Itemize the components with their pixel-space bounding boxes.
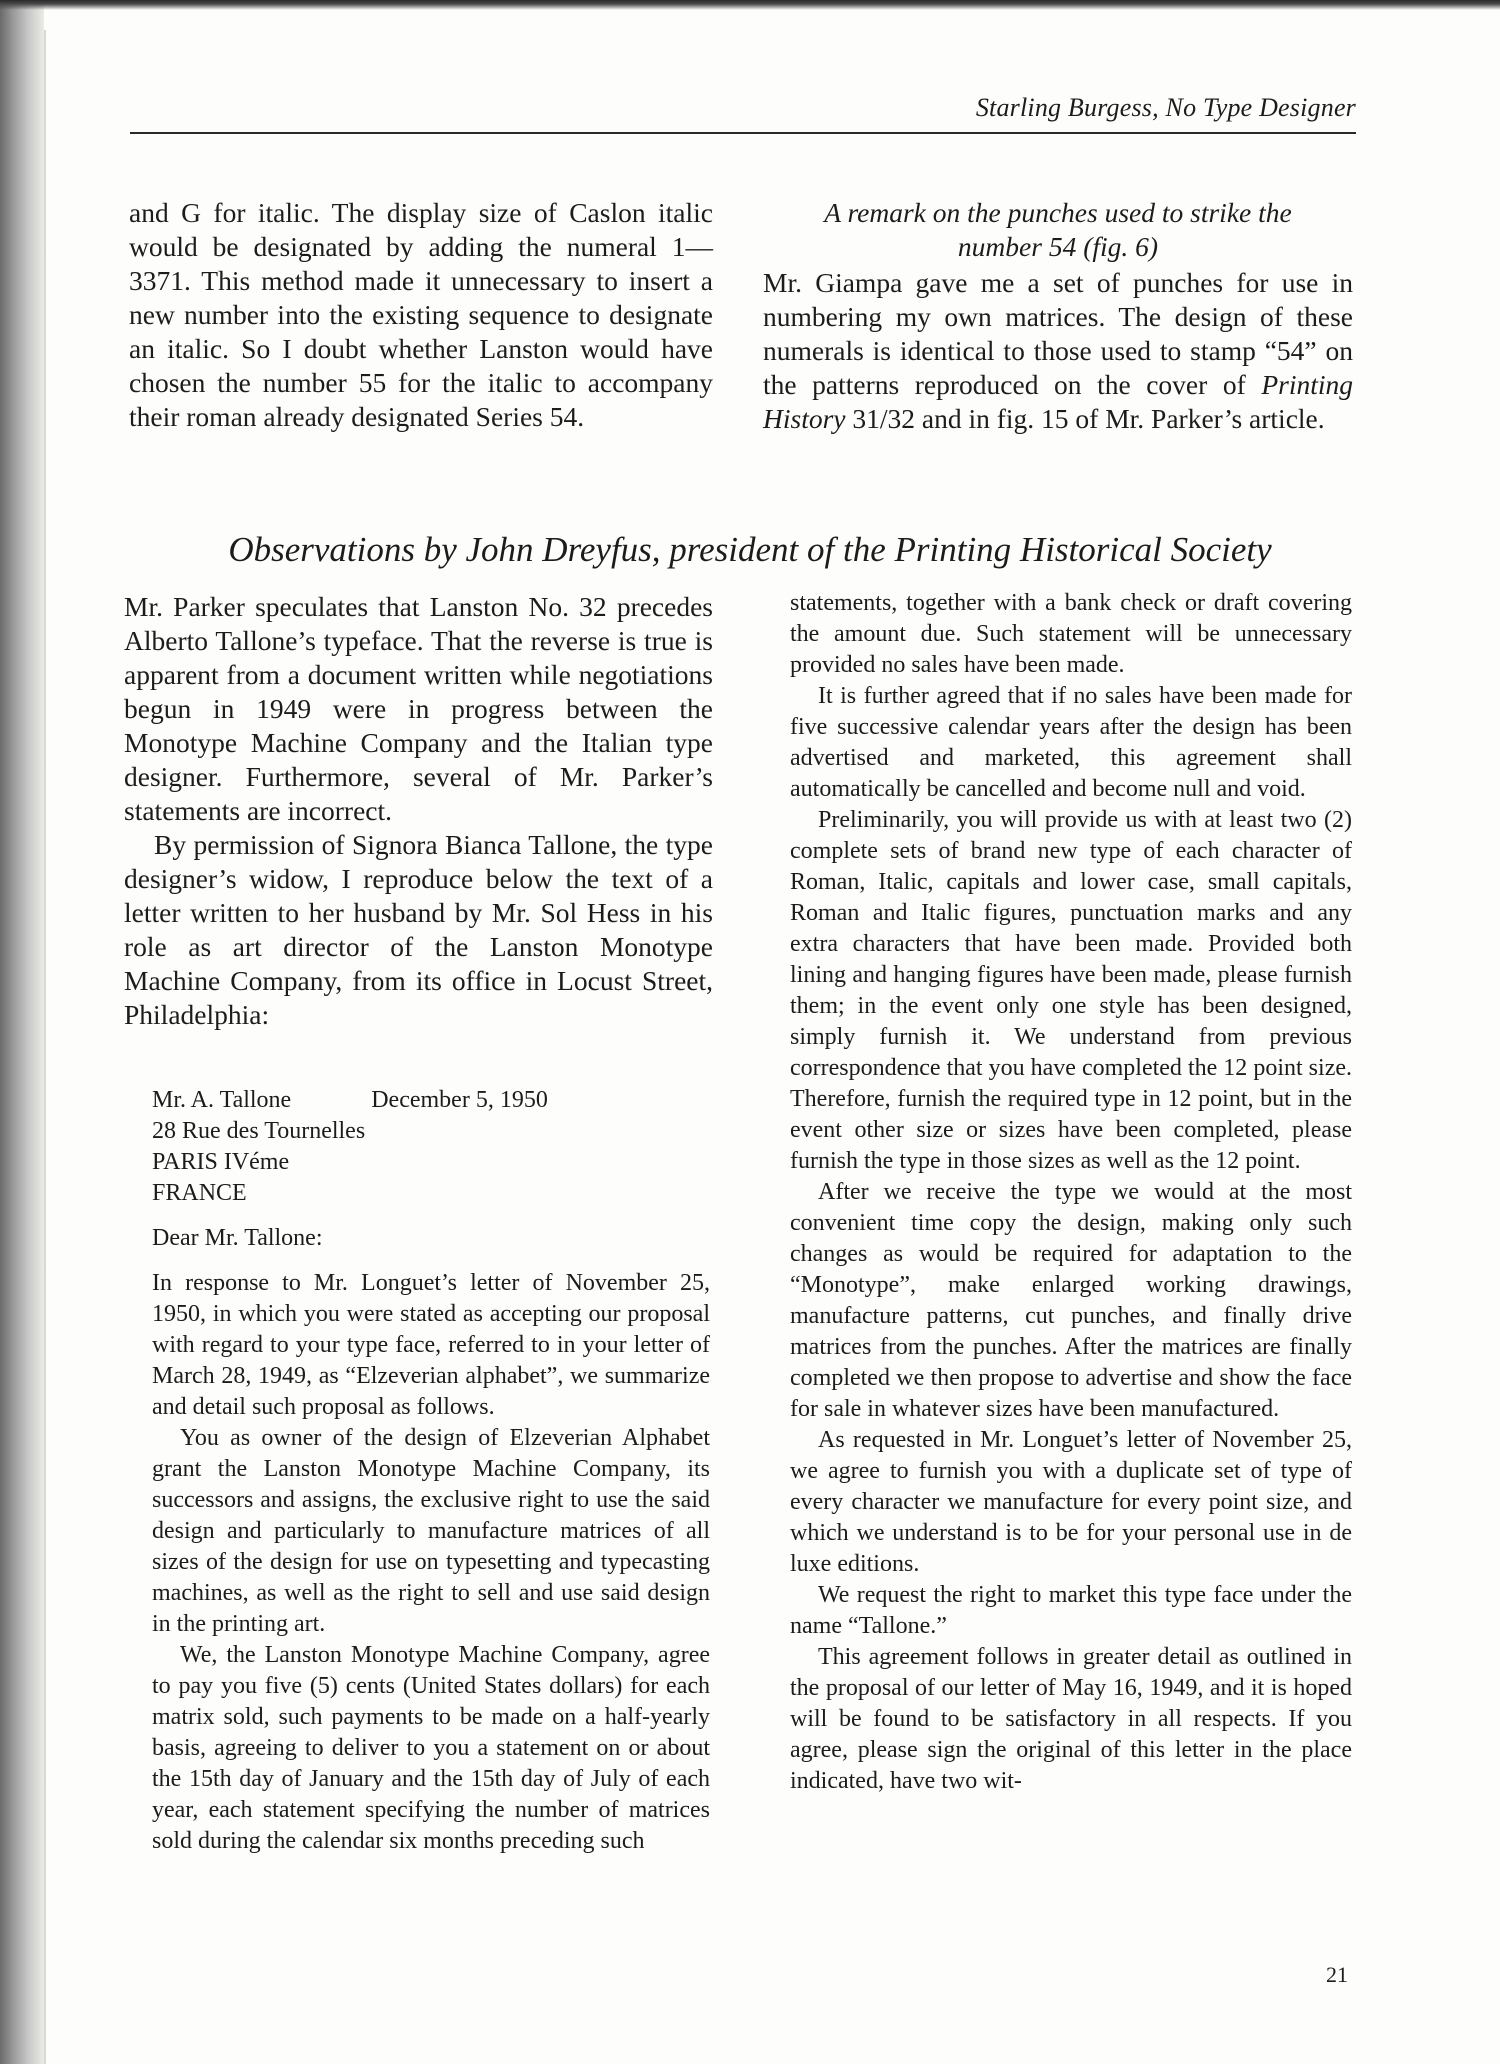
- letter-address-line: PARIS IVéme: [152, 1149, 290, 1175]
- paragraph: In response to Mr. Longuet’s letter of November 25, 1950, in which you were stated as accepting our proposal with regard to your type face, referred to in your letter of March 28, 1949, as “Elzeverian alphabet”, we summarize and detail such proposal as follows.: [152, 1270, 710, 1420]
- letter-header-line: [152, 1085, 710, 1116]
- paragraph-text: Mr. Giampa gave me a set of punches for use in numbering my own matrices. The design of these numerals is identical to those used to stamp “54” on the patterns reproduced on the cover of: [763, 267, 1353, 400]
- quoted-letter: [152, 1085, 710, 1857]
- paragraph: statements, together with a bank check or draft covering the amount due. Such statement will be unnecessary provided no sales have been made.: [790, 590, 1352, 678]
- paragraph: As requested in Mr. Longuet’s letter of November 25, we agree to furnish you with a duplicate set of type of every character we manufacture for every point size, and which we understand is to be for your personal use in de luxe editions.: [790, 1427, 1352, 1577]
- subhead-line: [763, 230, 1353, 264]
- header-rule: [130, 132, 1356, 134]
- paragraph: We, the Lanston Monotype Machine Company, agree to pay you five (5) cents (United States dollars) for each matrix sold, such payments to be made on a half-yearly basis, agreeing to deliver to you a statement on or about the 15th day of January and the 15th day of July of each year, each statement specifying the number of matrices sold during the calendar six months preceding such: [152, 1642, 710, 1854]
- paragraph: You as owner of the design of Elzeverian Alphabet grant the Lanston Monotype Machine Company, its successors and assigns, the exclusive right to use the said design and particularly to manufacture matrices of all sizes of the design for use on typesetting and typecasting machines, as well as the right to sell and use said design in the printing art.: [152, 1425, 710, 1637]
- top-left-column: [129, 196, 713, 434]
- paragraph: We request the right to market this type face under the name “Tallone.”: [790, 1582, 1352, 1639]
- paragraph-text: 31/32 and in fig. 15 of Mr. Parker’s article.: [845, 403, 1325, 434]
- paragraph: and G for italic. The display size of Caslon italic would be designated by adding the numeral 1—3371. This method made it unnecessary to insert a new number into the existing sequence to designate an italic. So I doubt whether Lanston would have chosen the number 55 for the italic to accompany their roman already designated Series 54.: [129, 197, 713, 432]
- bottom-right-column: [790, 588, 1352, 1797]
- letter-salutation: Dear Mr. Tallone:: [152, 1225, 323, 1251]
- subhead-line: A remark on the punches used to strike the: [824, 197, 1292, 228]
- subhead-fig: fig.: [1092, 231, 1129, 262]
- page-number: 21: [1326, 1962, 1348, 1987]
- letter-address-line: 28 Rue des Tournelles: [152, 1118, 366, 1144]
- top-right-column: [763, 196, 1353, 436]
- letter-addressee: Mr. A. Tallone: [152, 1087, 292, 1113]
- journal-title: Printing History: [763, 369, 1353, 434]
- subhead: [763, 196, 1353, 264]
- paragraph: Preliminarily, you will provide us with at least two (2) complete sets of brand new type of each character of Roman, Italic, capitals and lower case, small capitals, Roman and Italic figures, punctuation marks and any extra characters that have been made. Provided both lining and hanging figures have been made, please furnish them; in the event only one style has been designed, simply furnish it. We understand from previous correspondence that you have completed the 12 point size. Therefore, furnish the required type in 12 point, but in the event other size or sizes have been completed, please furnish the type in those sizes as well as the 12 point.: [790, 807, 1352, 1174]
- book-binding-shadow: [0, 0, 44, 2064]
- page-fold-line: [44, 30, 46, 2064]
- letter-date: December 5, 1950: [371, 1087, 548, 1113]
- paragraph: Mr. Parker speculates that Lanston No. 32 precedes Alberto Tallone’s typeface. That the reverse is true is apparent from a document written while negotiations begun in 1949 were in progress between the Monotype Machine Company and the Italian type designer. Furthermore, several of Mr. Parker’s statements are incorrect.: [124, 591, 713, 826]
- paragraph: It is further agreed that if no sales have been made for five successive calendar years after the design has been advertised and marketed, this agreement shall automatically be cancelled and become null and void.: [790, 683, 1352, 802]
- section-heading: Observations by John Dreyfus, president of the Printing Historical Society: [228, 530, 1272, 569]
- paragraph: [763, 266, 1353, 436]
- paragraph: By permission of Signora Bianca Tallone, the type designer’s widow, I reproduce below the text of a letter written to her husband by Mr. Sol Hess in his role as art director of the Lanston Monotype Machine Company, from its office in Locust Street, Philadelphia:: [124, 829, 713, 1030]
- letter-address-line: FRANCE: [152, 1180, 247, 1206]
- subhead-text: number 54 (: [957, 231, 1093, 262]
- letter-body: [152, 1268, 710, 1857]
- bottom-left-column: [124, 590, 713, 1032]
- paragraph: After we receive the type we would at the most convenient time copy the design, making only such changes as would be required for adaptation to the “Monotype”, make enlarged working drawings, manufacture patterns, cut punches, and finally drive matrices from the punches. After the matrices are finally completed we then propose to advertise and show the face for sale in whatever sizes have been manufactured.: [790, 1179, 1352, 1422]
- subhead-text: 6): [1128, 231, 1159, 262]
- paragraph: This agreement follows in greater detail as outlined in the proposal of our letter of May 16, 1949, and it is hoped will be found to be satisfactory in all respects. If you agree, please sign the original of this letter in the place indicated, have two wit-: [790, 1644, 1352, 1794]
- running-head: Starling Burgess, No Type Designer: [975, 93, 1356, 122]
- page-top-shadow: [0, 0, 1500, 10]
